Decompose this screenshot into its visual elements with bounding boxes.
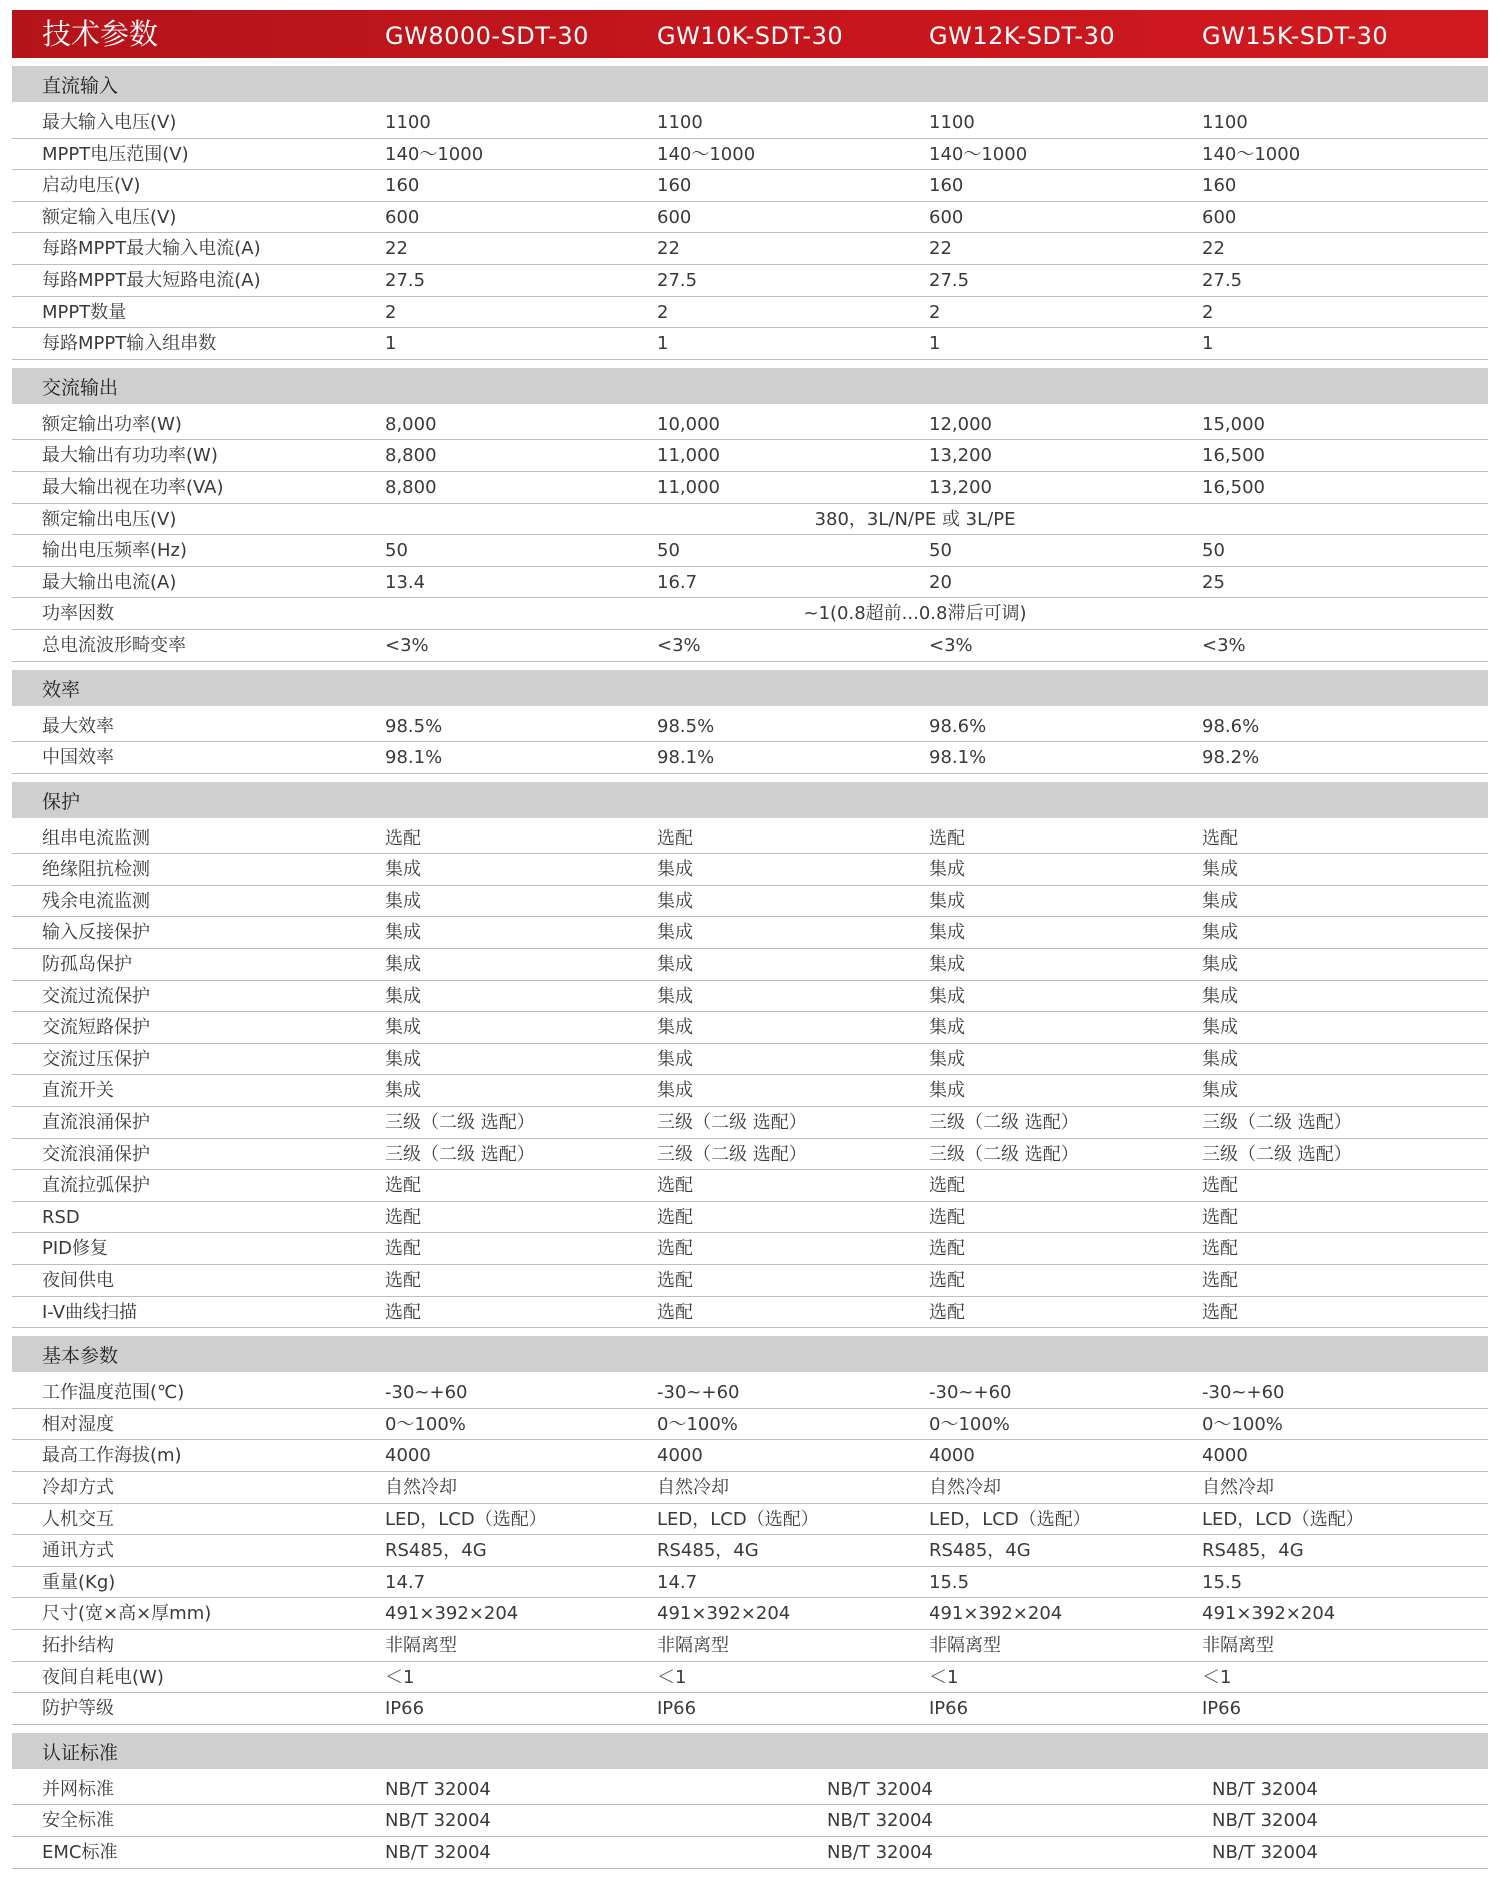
row-value: 1 bbox=[657, 333, 669, 355]
row-value: <3% bbox=[657, 634, 701, 656]
row-value: 98.2% bbox=[1202, 747, 1260, 769]
spec-header bbox=[12, 10, 1488, 58]
row-value: 11,000 bbox=[657, 476, 720, 498]
row-label: 重量(Kg) bbox=[42, 1571, 116, 1593]
row-value: 集成 bbox=[929, 1048, 965, 1070]
row-value: 140～1000 bbox=[1202, 143, 1301, 165]
row-value: -30~+60 bbox=[657, 1382, 740, 1404]
row-value: 集成 bbox=[1202, 985, 1238, 1007]
row-value: 27.5 bbox=[657, 269, 698, 291]
row-label: 启动电压(V) bbox=[42, 175, 141, 197]
table-row bbox=[12, 981, 1488, 1013]
row-label: 直流浪涌保护 bbox=[42, 1112, 150, 1134]
row-value: 491×392×204 bbox=[1202, 1603, 1336, 1625]
row-value: 160 bbox=[929, 175, 964, 197]
table-row bbox=[12, 139, 1488, 171]
row-label: 输入反接保护 bbox=[42, 922, 150, 944]
section-title: 交流输出 bbox=[42, 376, 119, 399]
section-header bbox=[12, 368, 1488, 404]
row-value: 集成 bbox=[929, 1080, 965, 1102]
row-value: 27.5 bbox=[1202, 269, 1243, 291]
table-row bbox=[12, 1805, 1488, 1837]
row-value: 选配 bbox=[657, 1301, 693, 1323]
row-value: LED，LCD（选配） bbox=[657, 1508, 819, 1530]
table-row bbox=[12, 1630, 1488, 1662]
row-label: 最大输出电流(A) bbox=[42, 571, 177, 593]
row-value: LED，LCD（选配） bbox=[1202, 1508, 1364, 1530]
row-value: 集成 bbox=[929, 922, 965, 944]
row-value: 集成 bbox=[657, 1017, 693, 1039]
row-value: 选配 bbox=[385, 827, 421, 849]
row-label: 额定输入电压(V) bbox=[42, 206, 177, 228]
table-row bbox=[12, 1044, 1488, 1076]
row-value: 50 bbox=[929, 540, 952, 562]
row-value: NB/T 32004 bbox=[827, 1841, 933, 1863]
row-value: 集成 bbox=[657, 954, 693, 976]
table-row bbox=[12, 107, 1488, 139]
section-title: 基本参数 bbox=[42, 1345, 119, 1368]
table-row bbox=[12, 1504, 1488, 1536]
row-value: 2 bbox=[385, 301, 397, 323]
row-value: 集成 bbox=[1202, 954, 1238, 976]
row-value: 自然冷却 bbox=[929, 1476, 1001, 1498]
row-value: 14.7 bbox=[385, 1571, 426, 1593]
row-value: 98.1% bbox=[385, 747, 443, 769]
row-label: 功率因数 bbox=[42, 603, 114, 625]
row-value: 22 bbox=[929, 238, 952, 260]
row-value: 集成 bbox=[385, 1080, 421, 1102]
row-label: 输出电压频率(Hz) bbox=[42, 540, 188, 562]
row-value: 600 bbox=[929, 206, 964, 228]
row-value: 选配 bbox=[929, 827, 965, 849]
table-row bbox=[12, 854, 1488, 886]
model-name: GW15K-SDT-30 bbox=[1202, 22, 1389, 50]
row-value: 选配 bbox=[657, 1238, 693, 1260]
table-row bbox=[12, 1233, 1488, 1265]
table-row bbox=[12, 886, 1488, 918]
row-value: 三级（二级 选配） bbox=[929, 1112, 1079, 1134]
row-value: 选配 bbox=[929, 1238, 965, 1260]
section-header bbox=[12, 66, 1488, 102]
section-header bbox=[12, 1733, 1488, 1769]
row-value: 4000 bbox=[1202, 1445, 1248, 1467]
row-value: 集成 bbox=[657, 922, 693, 944]
row-value: 选配 bbox=[657, 827, 693, 849]
row-value: 2 bbox=[657, 301, 669, 323]
table-row bbox=[12, 1202, 1488, 1234]
row-value: 25 bbox=[1202, 571, 1225, 593]
row-value-shared: ~1(0.8超前...0.8滞后可调) bbox=[803, 603, 1027, 625]
row-label: 中国效率 bbox=[42, 747, 114, 769]
row-value: 三级（二级 选配） bbox=[1202, 1112, 1352, 1134]
row-value: IP66 bbox=[929, 1698, 969, 1720]
row-value: 选配 bbox=[385, 1238, 421, 1260]
row-label: 每路MPPT最大短路电流(A) bbox=[42, 269, 261, 291]
table-row bbox=[12, 1107, 1488, 1139]
row-value: 1100 bbox=[1202, 112, 1248, 133]
row-label: 直流拉弧保护 bbox=[42, 1175, 150, 1197]
table-row bbox=[12, 1693, 1488, 1725]
row-value: 0～100% bbox=[1202, 1413, 1283, 1435]
section-title: 保护 bbox=[42, 790, 81, 813]
row-label: 最大效率 bbox=[42, 715, 114, 737]
row-value: NB/T 32004 bbox=[385, 1778, 491, 1800]
table-row bbox=[12, 328, 1488, 360]
row-value: 50 bbox=[657, 540, 680, 562]
row-label: 交流短路保护 bbox=[42, 1017, 150, 1039]
row-value: 选配 bbox=[929, 1301, 965, 1323]
row-label: 尺寸(宽×高×厚mm) bbox=[42, 1603, 212, 1625]
row-value: 集成 bbox=[1202, 922, 1238, 944]
table-row bbox=[12, 949, 1488, 981]
row-label: 直流开关 bbox=[42, 1080, 114, 1102]
row-value: 集成 bbox=[929, 1017, 965, 1039]
row-value: 10,000 bbox=[657, 413, 720, 435]
row-label: 人机交互 bbox=[42, 1508, 114, 1530]
row-value: 20 bbox=[929, 571, 952, 593]
section-header bbox=[12, 782, 1488, 818]
table-row bbox=[12, 1567, 1488, 1599]
row-value: <3% bbox=[1202, 634, 1246, 656]
row-label: 通讯方式 bbox=[42, 1540, 114, 1562]
row-value: 集成 bbox=[929, 985, 965, 1007]
row-value: 集成 bbox=[385, 890, 421, 912]
row-label: 工作温度范围(℃) bbox=[42, 1382, 185, 1404]
row-value: RS485，4G bbox=[1202, 1540, 1304, 1562]
row-label: 交流过压保护 bbox=[42, 1048, 150, 1070]
row-value: 非隔离型 bbox=[657, 1634, 729, 1656]
row-label: 残余电流监测 bbox=[42, 890, 150, 912]
table-row bbox=[12, 233, 1488, 265]
row-value: 160 bbox=[1202, 175, 1237, 197]
row-value: 600 bbox=[657, 206, 692, 228]
row-value: 选配 bbox=[657, 1270, 693, 1291]
row-value: 4000 bbox=[929, 1445, 975, 1467]
row-value: 集成 bbox=[657, 859, 693, 881]
row-value: <3% bbox=[929, 634, 973, 656]
table-row bbox=[12, 1662, 1488, 1694]
row-value: 13,200 bbox=[929, 476, 992, 498]
row-label: 交流过流保护 bbox=[42, 985, 150, 1007]
row-value: 集成 bbox=[1202, 890, 1238, 912]
row-value: 16,500 bbox=[1202, 476, 1265, 498]
row-label: 夜间供电 bbox=[42, 1270, 114, 1291]
row-value: 4000 bbox=[657, 1445, 703, 1467]
row-value: 140～1000 bbox=[929, 143, 1028, 165]
table-row bbox=[12, 440, 1488, 472]
table-row bbox=[12, 598, 1488, 630]
row-value: 选配 bbox=[385, 1206, 421, 1228]
row-value: 集成 bbox=[929, 859, 965, 881]
row-label: 最大输出视在功率(VA) bbox=[42, 476, 224, 498]
table-row bbox=[12, 1377, 1488, 1409]
row-value: 集成 bbox=[929, 954, 965, 976]
row-value: 8,800 bbox=[385, 445, 437, 467]
row-value: LED，LCD（选配） bbox=[929, 1508, 1091, 1530]
row-value: 15.5 bbox=[1202, 1571, 1243, 1593]
table-row bbox=[12, 711, 1488, 743]
row-value: 非隔离型 bbox=[1202, 1634, 1274, 1656]
row-label: MPPT数量 bbox=[42, 301, 127, 323]
row-value: IP66 bbox=[1202, 1698, 1242, 1720]
table-row bbox=[12, 1139, 1488, 1171]
table-row bbox=[12, 265, 1488, 297]
row-value: 三级（二级 选配） bbox=[657, 1112, 807, 1134]
row-value: 自然冷却 bbox=[385, 1476, 457, 1498]
row-value: 16.7 bbox=[657, 571, 698, 593]
table-row bbox=[12, 630, 1488, 662]
row-value: 自然冷却 bbox=[657, 1476, 729, 1498]
row-value: RS485，4G bbox=[929, 1540, 1031, 1562]
table-row bbox=[12, 409, 1488, 441]
row-value: 选配 bbox=[1202, 1301, 1238, 1323]
row-label: 组串电流监测 bbox=[42, 827, 150, 849]
row-value: 22 bbox=[657, 238, 680, 260]
row-value: 选配 bbox=[1202, 827, 1238, 849]
row-value: NB/T 32004 bbox=[385, 1841, 491, 1863]
row-value: 0～100% bbox=[657, 1413, 738, 1435]
row-value: 15,000 bbox=[1202, 413, 1265, 435]
table-row bbox=[12, 1170, 1488, 1202]
table-row bbox=[12, 1837, 1488, 1869]
row-value: ＜1 bbox=[385, 1666, 415, 1688]
table-row bbox=[12, 535, 1488, 567]
row-value: 8,800 bbox=[385, 476, 437, 498]
table-row bbox=[12, 202, 1488, 234]
row-label: 并网标准 bbox=[42, 1778, 114, 1800]
row-label: 夜间自耗电(W) bbox=[42, 1666, 164, 1688]
table-row bbox=[12, 1774, 1488, 1806]
row-value: 集成 bbox=[657, 1080, 693, 1102]
row-label: 防孤岛保护 bbox=[42, 954, 132, 976]
row-value: 160 bbox=[385, 175, 420, 197]
row-value: NB/T 32004 bbox=[385, 1810, 491, 1832]
row-value: RS485，4G bbox=[385, 1540, 487, 1562]
row-value: 集成 bbox=[385, 1048, 421, 1070]
row-value: 98.5% bbox=[385, 715, 443, 737]
row-label: 每路MPPT最大输入电流(A) bbox=[42, 238, 261, 260]
row-value: 集成 bbox=[385, 954, 421, 976]
row-value: 13,200 bbox=[929, 445, 992, 467]
row-label: 拓扑结构 bbox=[42, 1634, 114, 1656]
spec-sheet bbox=[12, 10, 1488, 1869]
row-value: 98.6% bbox=[1202, 715, 1260, 737]
row-value: 非隔离型 bbox=[385, 1634, 457, 1656]
row-value: 1 bbox=[385, 333, 397, 355]
table-row bbox=[12, 1012, 1488, 1044]
row-value: 三级（二级 选配） bbox=[385, 1112, 535, 1134]
row-label: RSD bbox=[42, 1206, 80, 1228]
row-value: 集成 bbox=[657, 985, 693, 1007]
row-value: IP66 bbox=[385, 1698, 425, 1720]
row-value: 13.4 bbox=[385, 571, 426, 593]
row-value: 集成 bbox=[1202, 1017, 1238, 1039]
row-value: 22 bbox=[1202, 238, 1225, 260]
row-value: NB/T 32004 bbox=[1212, 1810, 1318, 1832]
table-row bbox=[12, 1265, 1488, 1297]
table-row bbox=[12, 917, 1488, 949]
row-value: 2 bbox=[929, 301, 941, 323]
row-value: 160 bbox=[657, 175, 692, 197]
row-value: 98.1% bbox=[929, 747, 987, 769]
row-value: 选配 bbox=[929, 1175, 965, 1197]
row-value: 14.7 bbox=[657, 1571, 698, 1593]
row-value: 三级（二级 选配） bbox=[385, 1143, 535, 1165]
row-label: 每路MPPT输入组串数 bbox=[42, 333, 217, 355]
row-value: ＜1 bbox=[929, 1666, 959, 1688]
row-label: I-V曲线扫描 bbox=[42, 1301, 138, 1323]
row-label: 交流浪涌保护 bbox=[42, 1143, 150, 1165]
table-row bbox=[12, 170, 1488, 202]
row-value: 27.5 bbox=[385, 269, 426, 291]
row-label: 相对湿度 bbox=[42, 1413, 114, 1435]
row-value: 集成 bbox=[1202, 859, 1238, 881]
row-value: 1100 bbox=[929, 112, 975, 133]
row-value: -30~+60 bbox=[1202, 1382, 1285, 1404]
row-value: 50 bbox=[385, 540, 408, 562]
row-value: 集成 bbox=[929, 890, 965, 912]
row-value: 选配 bbox=[385, 1175, 421, 1197]
row-label: 防护等级 bbox=[42, 1698, 114, 1720]
row-value-shared: 380，3L/N/PE 或 3L/PE bbox=[814, 508, 1016, 530]
table-row bbox=[12, 1535, 1488, 1567]
table-row bbox=[12, 1409, 1488, 1441]
table-row bbox=[12, 1297, 1488, 1329]
row-label: 总电流波形畸变率 bbox=[42, 634, 186, 656]
row-value: 600 bbox=[1202, 206, 1237, 228]
row-label: 额定输出功率(W) bbox=[42, 413, 182, 435]
row-value: NB/T 32004 bbox=[827, 1810, 933, 1832]
table-row bbox=[12, 504, 1488, 536]
row-value: 98.6% bbox=[929, 715, 987, 737]
row-value: 8,000 bbox=[385, 413, 437, 435]
row-value: 50 bbox=[1202, 540, 1225, 562]
row-value: 选配 bbox=[385, 1301, 421, 1323]
row-label: EMC标准 bbox=[42, 1841, 118, 1863]
table-row bbox=[12, 1598, 1488, 1630]
page-title: 技术参数 bbox=[42, 17, 159, 51]
row-label: 最大输出有功功率(W) bbox=[42, 445, 218, 467]
row-value: 集成 bbox=[385, 985, 421, 1007]
row-value: 选配 bbox=[1202, 1270, 1238, 1291]
row-value: 集成 bbox=[385, 859, 421, 881]
section-title: 认证标准 bbox=[42, 1741, 119, 1764]
row-label: 最大输入电压(V) bbox=[42, 112, 177, 133]
row-value: 491×392×204 bbox=[657, 1603, 791, 1625]
row-value: 1 bbox=[1202, 333, 1214, 355]
table-row bbox=[12, 823, 1488, 855]
row-value: 集成 bbox=[1202, 1048, 1238, 1070]
table-row bbox=[12, 1075, 1488, 1107]
section-title: 效率 bbox=[42, 678, 81, 701]
row-value: 选配 bbox=[1202, 1206, 1238, 1228]
row-value: 三级（二级 选配） bbox=[929, 1143, 1079, 1165]
row-value: 0～100% bbox=[929, 1413, 1010, 1435]
model-name: GW8000-SDT-30 bbox=[385, 22, 589, 50]
row-value: ＜1 bbox=[657, 1666, 687, 1688]
row-label: 安全标准 bbox=[42, 1810, 114, 1832]
row-value: 16,500 bbox=[1202, 445, 1265, 467]
row-value: 140～1000 bbox=[657, 143, 756, 165]
table-row bbox=[12, 1472, 1488, 1504]
section-header bbox=[12, 1336, 1488, 1372]
section-header bbox=[12, 670, 1488, 706]
row-value: 491×392×204 bbox=[929, 1603, 1063, 1625]
row-value: 选配 bbox=[1202, 1238, 1238, 1260]
table-row bbox=[12, 742, 1488, 774]
row-value: 三级（二级 选配） bbox=[657, 1143, 807, 1165]
row-value: -30~+60 bbox=[929, 1382, 1012, 1404]
row-label: MPPT电压范围(V) bbox=[42, 143, 189, 165]
row-label: 最高工作海拔(m) bbox=[42, 1445, 182, 1467]
spec-table bbox=[12, 66, 1488, 1869]
row-value: 15.5 bbox=[929, 1571, 970, 1593]
row-label: 冷却方式 bbox=[42, 1476, 114, 1498]
row-value: 集成 bbox=[657, 890, 693, 912]
table-row bbox=[12, 472, 1488, 504]
row-value: 600 bbox=[385, 206, 420, 228]
row-value: 2 bbox=[1202, 301, 1214, 323]
row-value: NB/T 32004 bbox=[1212, 1841, 1318, 1863]
row-value: LED，LCD（选配） bbox=[385, 1508, 547, 1530]
row-value: 98.5% bbox=[657, 715, 715, 737]
model-name: GW10K-SDT-30 bbox=[657, 22, 844, 50]
row-value: 11,000 bbox=[657, 445, 720, 467]
row-value: ＜1 bbox=[1202, 1666, 1232, 1688]
row-value: 集成 bbox=[385, 922, 421, 944]
row-value: 选配 bbox=[1202, 1175, 1238, 1197]
row-label: PID修复 bbox=[42, 1238, 109, 1260]
row-value: 集成 bbox=[385, 1017, 421, 1039]
row-value: 1100 bbox=[657, 112, 703, 133]
row-value: 自然冷却 bbox=[1202, 1476, 1274, 1498]
row-value: 选配 bbox=[929, 1270, 965, 1291]
row-value: 三级（二级 选配） bbox=[1202, 1143, 1352, 1165]
row-value: IP66 bbox=[657, 1698, 697, 1720]
row-value: 集成 bbox=[1202, 1080, 1238, 1102]
row-value: RS485，4G bbox=[657, 1540, 759, 1562]
row-value: 491×392×204 bbox=[385, 1603, 519, 1625]
row-value: 1 bbox=[929, 333, 941, 355]
row-value: 98.1% bbox=[657, 747, 715, 769]
row-value: <3% bbox=[385, 634, 429, 656]
row-value: 140～1000 bbox=[385, 143, 484, 165]
row-label: 绝缘阻抗检测 bbox=[42, 859, 150, 881]
table-row bbox=[12, 567, 1488, 599]
row-value: NB/T 32004 bbox=[1212, 1778, 1318, 1800]
row-value: 27.5 bbox=[929, 269, 970, 291]
row-value: 0～100% bbox=[385, 1413, 466, 1435]
row-value: 非隔离型 bbox=[929, 1634, 1001, 1656]
row-value: 4000 bbox=[385, 1445, 431, 1467]
row-value: 12,000 bbox=[929, 413, 992, 435]
table-row bbox=[12, 297, 1488, 329]
row-value: 1100 bbox=[385, 112, 431, 133]
row-value: 22 bbox=[385, 238, 408, 260]
row-value: 集成 bbox=[657, 1048, 693, 1070]
row-value: 选配 bbox=[657, 1175, 693, 1197]
row-value: 选配 bbox=[929, 1206, 965, 1228]
table-row bbox=[12, 1440, 1488, 1472]
section-title: 直流输入 bbox=[42, 75, 119, 97]
row-value: 选配 bbox=[657, 1206, 693, 1228]
row-label: 额定输出电压(V) bbox=[42, 508, 177, 530]
row-value: -30~+60 bbox=[385, 1382, 468, 1404]
row-value: 选配 bbox=[385, 1270, 421, 1291]
row-value: NB/T 32004 bbox=[827, 1778, 933, 1800]
model-name: GW12K-SDT-30 bbox=[929, 22, 1116, 50]
